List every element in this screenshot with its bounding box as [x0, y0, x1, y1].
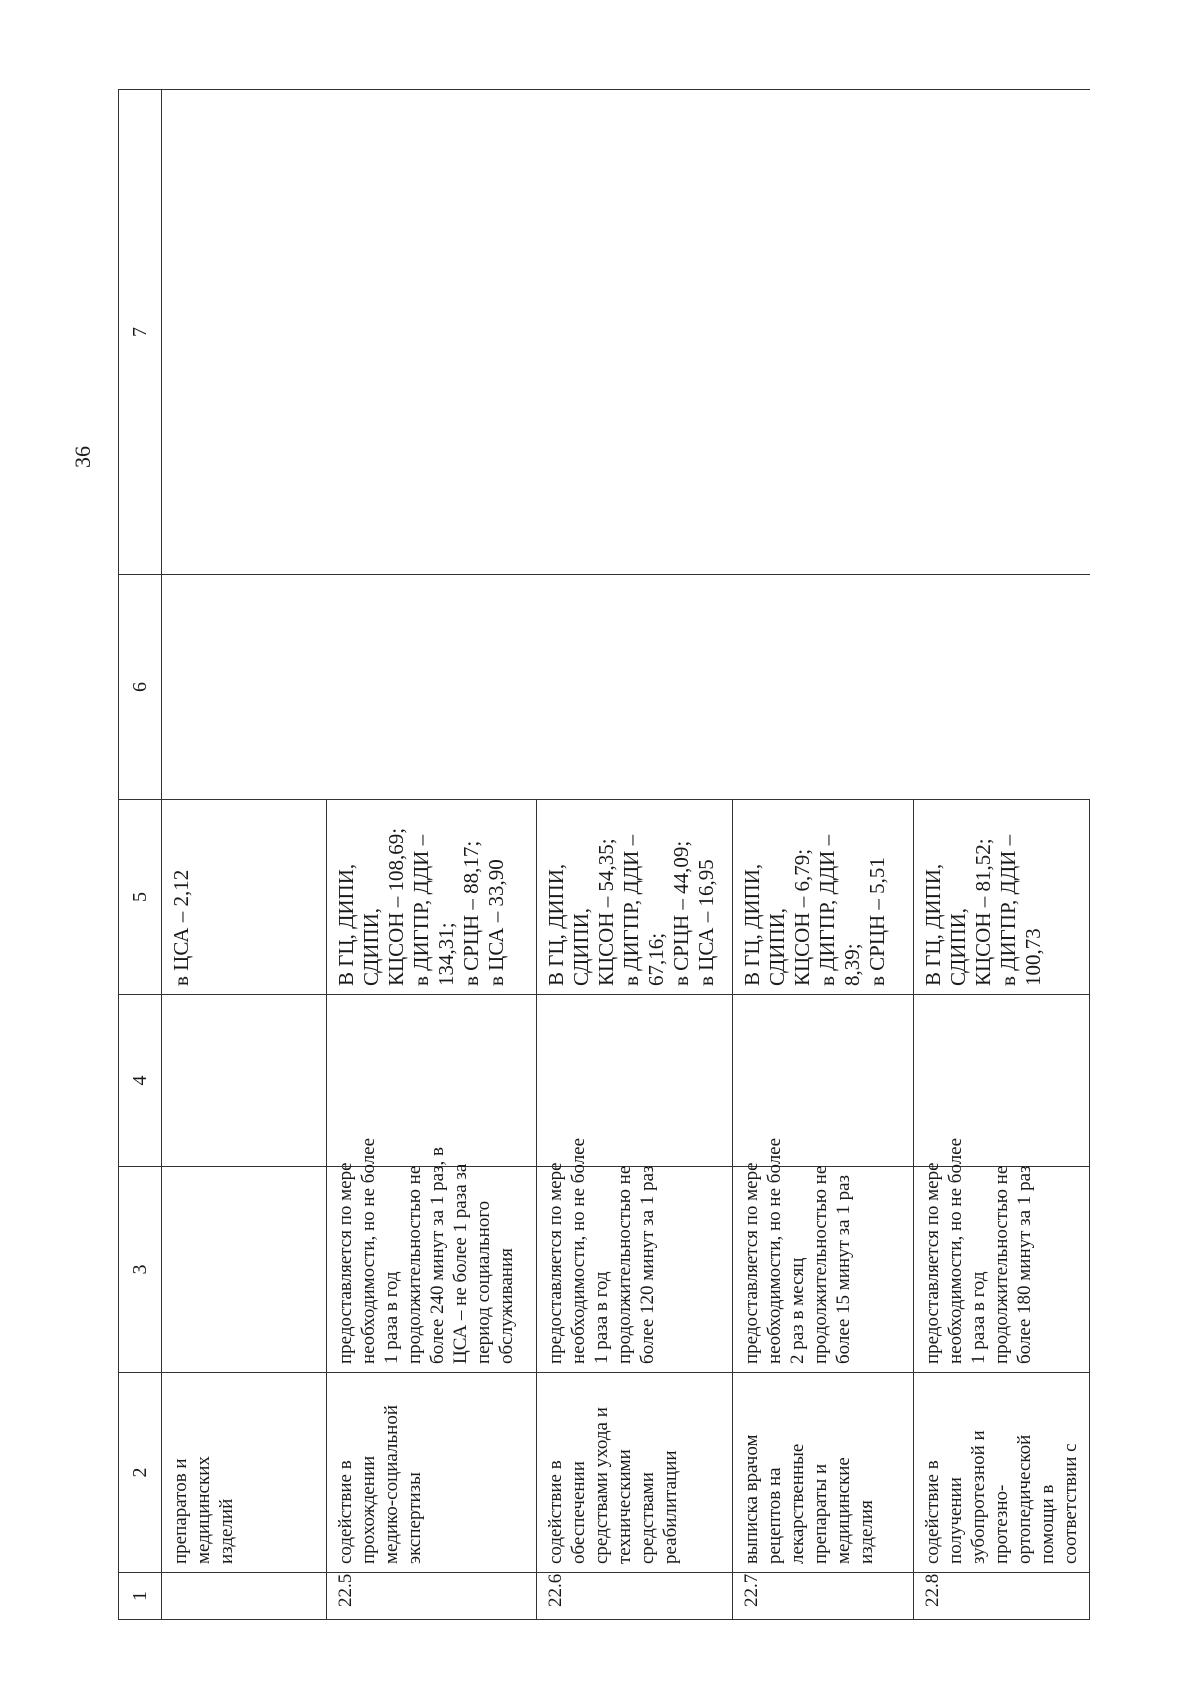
cost-line: КЦСОН – 81,52; [971, 838, 995, 986]
column-header: 4 [119, 995, 162, 1167]
cost-line: в СРЦН – 44,09; [669, 840, 693, 986]
condition-line: 1 раза в год [968, 1271, 989, 1364]
service-line: медицинских [193, 1456, 214, 1564]
cost-line: КЦСОН – 108,69; [384, 827, 408, 986]
service-line: средствами [637, 1472, 658, 1564]
service-line: содействие в [922, 1460, 943, 1564]
condition-line: продолжительностью не [614, 1165, 635, 1364]
row-number: 22.6 [537, 1573, 733, 1620]
condition-line: предоставляется по мере [335, 1162, 356, 1364]
service-line: препаратов и [170, 1458, 191, 1564]
service-line: помощи в [1037, 1484, 1058, 1564]
row-number [162, 1573, 327, 1620]
column-header: 3 [119, 1167, 162, 1373]
cost-line: в ДИГПР, ДДИ – [996, 834, 1020, 986]
service-line: изделия [856, 1500, 877, 1564]
cost-line: в ЦСА – 16,95 [694, 859, 718, 986]
condition-line: необходимости, но не более [945, 1137, 966, 1364]
cost-line: 100,73 [1021, 928, 1045, 986]
condition-line: более 240 минут за 1 раз, в [427, 1146, 448, 1364]
condition-line: предоставляется по мере [922, 1162, 943, 1364]
service-line: рецептов на [764, 1467, 785, 1564]
service-line: препараты и [810, 1463, 831, 1564]
conditions-cell [327, 1137, 537, 1373]
cost-line: 8,39; [840, 943, 864, 986]
conditions-cell [537, 1137, 733, 1373]
row-number: 22.8 [914, 1573, 1090, 1620]
condition-line: более 180 минут за 1 раз [1014, 1165, 1035, 1364]
service-line: техническими [614, 1449, 635, 1564]
col4-cell [914, 995, 1090, 1167]
column-header: 1 [119, 1573, 162, 1620]
condition-line: необходимости, но не более [358, 1137, 379, 1364]
cost-line: 134,31; [434, 922, 458, 986]
condition-line: более 15 минут за 1 раз [833, 1174, 854, 1364]
table-row [162, 90, 327, 1620]
service-line: средствами ухода и [591, 1407, 612, 1564]
service-line: обеспечении [568, 1461, 589, 1564]
condition-line: продолжительностью не [810, 1165, 831, 1364]
service-line: ортопедической [1014, 1434, 1035, 1564]
condition-line: период социального [473, 1200, 494, 1364]
page-number: 36 [70, 446, 95, 468]
condition-line: 1 раза в год [591, 1271, 612, 1364]
cost-cell [733, 800, 914, 995]
condition-line: продолжительностью не [404, 1165, 425, 1364]
condition-line: более 120 минут за 1 раз [637, 1165, 658, 1364]
condition-line: необходимости, но не более [764, 1137, 785, 1364]
condition-line: 1 раза в год [381, 1271, 402, 1364]
col4-cell [537, 995, 733, 1167]
condition-line: предоставляется по мере [545, 1162, 566, 1364]
condition-line: необходимости, но не более [568, 1137, 589, 1364]
service-cell [733, 1373, 914, 1573]
services-table [118, 89, 1090, 1620]
rotated-table-container [118, 90, 1081, 1620]
cost-line: СДИПИ, [569, 907, 593, 986]
cost-cell [327, 800, 537, 995]
condition-line: 2 раз в месяц [787, 1257, 808, 1364]
service-line: выписка врачом [741, 1434, 762, 1564]
col4-cell [162, 995, 327, 1167]
col7-cell [162, 90, 1090, 575]
cost-line: В ГЦ, ДИПИ, [740, 863, 764, 986]
cost-cell [162, 800, 327, 995]
cost-line: в ДИГПР, ДДИ – [815, 834, 839, 986]
cost-line: КЦСОН – 6,79; [790, 848, 814, 986]
cost-line: в ДИГПР, ДДИ – [409, 834, 433, 986]
cost-line: в ЦСА – 33,90 [484, 859, 508, 986]
condition-line: продолжительностью не [991, 1165, 1012, 1364]
service-line: зубопротезной и [968, 1430, 989, 1564]
conditions-cell [914, 1137, 1090, 1373]
cost-cell [537, 800, 733, 995]
column-header: 5 [119, 800, 162, 995]
service-line: медицинские [833, 1457, 854, 1564]
cost-line: в СРЦН – 5,51 [865, 857, 889, 986]
table-header-row [119, 90, 162, 1620]
service-cell [537, 1373, 733, 1573]
cost-line: в ЦСА – 2,12 [169, 869, 193, 986]
condition-line: обслуживания [496, 1248, 517, 1364]
service-line: получении [945, 1477, 966, 1564]
condition-line: ЦСА – не более 1 раза за [450, 1163, 471, 1364]
service-cell [914, 1373, 1090, 1573]
service-line: протезно- [991, 1484, 1012, 1564]
cost-line: СДИПИ, [765, 907, 789, 986]
service-line: изделий [216, 1498, 237, 1564]
condition-line: предоставляется по мере [741, 1162, 762, 1364]
col6-cell [162, 575, 1090, 800]
service-line: прохождении [358, 1455, 379, 1564]
cost-cell [914, 800, 1090, 995]
service-line: медико-социальной [381, 1405, 402, 1564]
cost-line: СДИПИ, [946, 907, 970, 986]
service-cell [327, 1373, 537, 1573]
cost-line: КЦСОН – 54,35; [594, 838, 618, 986]
cost-line: В ГЦ, ДИПИ, [334, 863, 358, 986]
cost-line: в ДИГПР, ДДИ – [619, 834, 643, 986]
conditions-cell [733, 1137, 914, 1373]
conditions-cell [162, 1167, 327, 1373]
col4-cell [733, 995, 914, 1167]
cost-line: В ГЦ, ДИПИ, [921, 863, 945, 986]
row-number: 22.5 [327, 1573, 537, 1620]
column-header: 2 [119, 1373, 162, 1573]
service-line: соответствии с [1060, 1443, 1081, 1564]
cost-line: СДИПИ, [359, 907, 383, 986]
cost-line: В ГЦ, ДИПИ, [544, 863, 568, 986]
service-line: содействие в [335, 1460, 356, 1564]
service-line: содействие в [545, 1460, 566, 1564]
row-number: 22.7 [733, 1573, 914, 1620]
service-line: экспертизы [404, 1472, 425, 1564]
service-cell [162, 1373, 327, 1573]
column-header: 6 [119, 575, 162, 800]
cost-line: в СРЦН – 88,17; [459, 840, 483, 986]
column-header: 7 [119, 90, 162, 575]
service-line: реабилитации [660, 1450, 681, 1564]
service-line: лекарственные [787, 1443, 808, 1564]
cost-line: 67,16; [644, 932, 668, 986]
